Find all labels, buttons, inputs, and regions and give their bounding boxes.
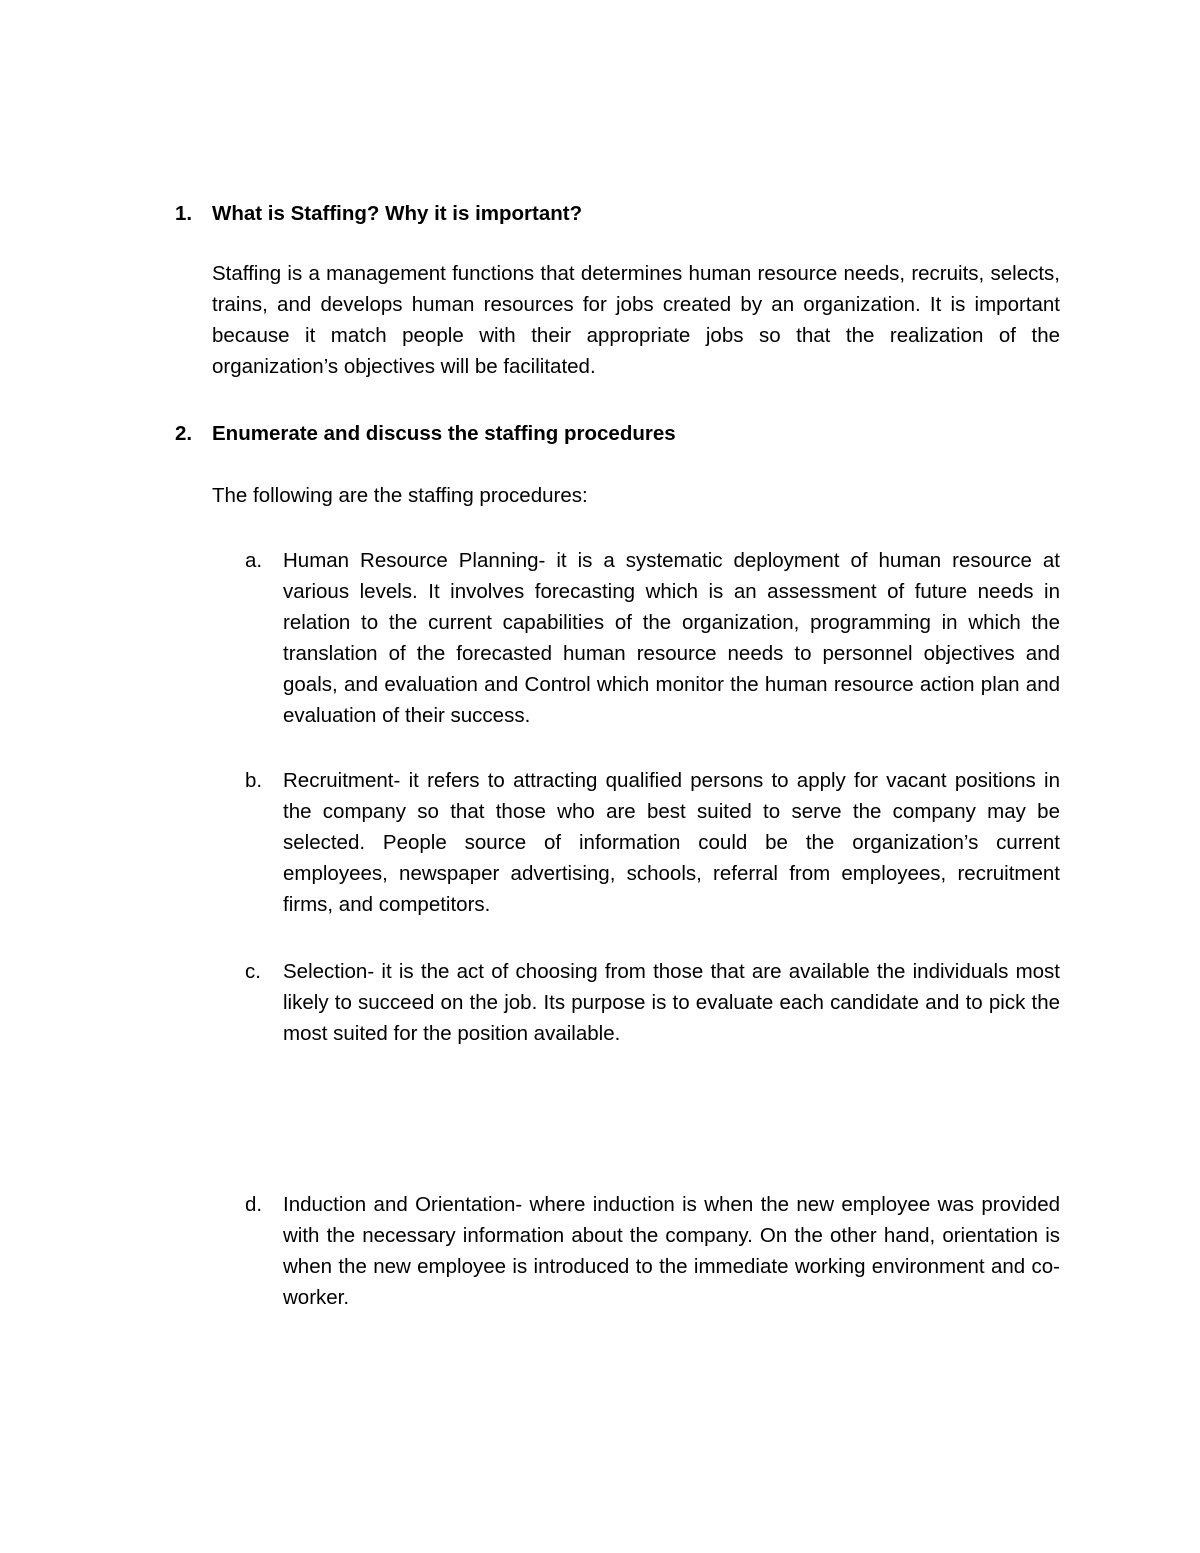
list-item-letter: c. [245, 960, 261, 983]
list-item-letter: a. [245, 549, 263, 572]
question-1-number: 1. [175, 202, 193, 225]
question-2-title: Enumerate and discuss the staffing procedures [212, 422, 676, 445]
question-2-intro: The following are the staffing procedures: [212, 484, 588, 507]
list-item-text: Human Resource Planning- it is a systematic deployment of human resource at various levels. It involves forecasting which is an assessment of future needs in relation to the current capabilities of the organization, programming in which the translation of the forecasted human resource needs to personnel objectives and goals, and evaluation and Control which monitor the human resource action plan and evaluation of their success. [283, 549, 1060, 727]
question-2-number: 2. [175, 422, 193, 445]
list-item-text: Induction and Orientation- where induction is when the new employee was provided with the necessary information about the company. On the other hand, orientation is when the new employee is introduced to the immediate working environment and co-worker. [283, 1193, 1060, 1309]
question-1-title: What is Staffing? Why it is important? [212, 202, 583, 225]
question-1-answer: Staffing is a management functions that determines human resource needs, recruits, selects, trains, and develops human resources for jobs created by an organization. It is important because it match people with their appropriate jobs so that the realization of the organization’s objectives will be facilitated. [212, 262, 1060, 378]
list-item-letter: d. [245, 1193, 263, 1216]
list-item-text: Selection- it is the act of choosing from those that are available the individuals most likely to succeed on the job. Its purpose is to evaluate each candidate and to pick the most suited for the position available. [283, 960, 1060, 1045]
list-item-text: Recruitment- it refers to attracting qualified persons to apply for vacant positions in the company so that those who are best suited to serve the company may be selected. People source of information could be the organization’s current employees, newspaper advertising, schools, referral from employees, recruitment firms, and competitors. [283, 769, 1060, 916]
list-item-letter: b. [245, 769, 263, 792]
